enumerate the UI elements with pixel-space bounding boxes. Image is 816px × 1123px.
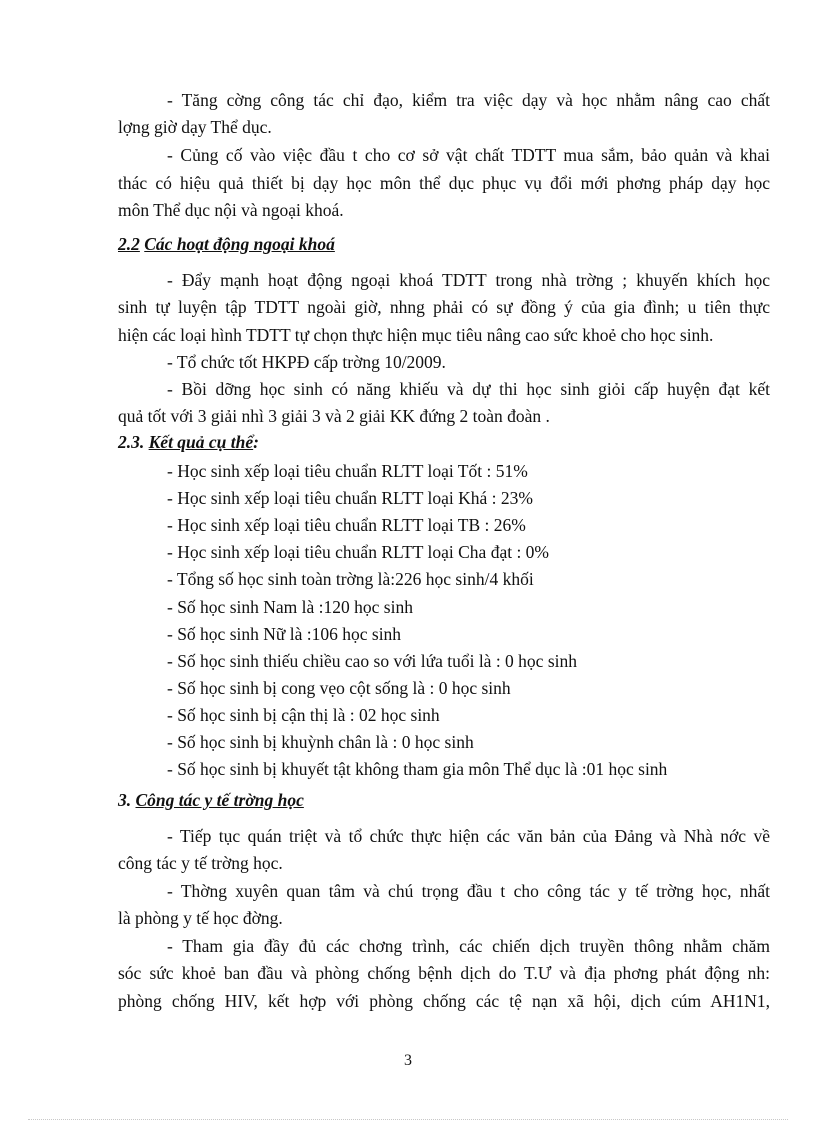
paragraph-line: lợng giờ dạy Thể dục. xyxy=(118,117,272,137)
paragraph-line: - Tham gia đầy đủ các chơng trình, các chiến dịch truyền thông nhằm chăm xyxy=(167,936,770,956)
paragraph-line: - Thờng xuyên quan tâm và chú trọng đầu t cho công tác y tế trờng học, nhất xyxy=(167,881,770,901)
section-heading-2-2 xyxy=(118,234,335,255)
paragraph-line: phòng chống HIV, kết hợp với phòng chống các tệ nạn xã hội, dịch cúm AH1N1, xyxy=(118,991,770,1011)
results-list-item: - Học sinh xếp loại tiêu chuẩn RLTT loại Khá : 23% xyxy=(167,488,533,508)
results-list-item: - Số học sinh bị khuỳnh chân là : 0 học sinh xyxy=(167,732,474,752)
heading-number: 2.2 xyxy=(118,234,140,254)
paragraph-line: - Tăng cờng công tác chỉ đạo, kiểm tra việc dạy và học nhằm nâng cao chất xyxy=(167,90,770,110)
heading-number: 3. xyxy=(118,790,132,810)
paragraph-line: - Tiếp tục quán triệt và tổ chức thực hiện các văn bản của Đảng và Nhà nớc về xyxy=(167,826,770,846)
paragraph-line: môn Thể dục nội và ngoại khoá. xyxy=(118,200,344,220)
paragraph-line: - Tổ chức tốt HKPĐ cấp trờng 10/2009. xyxy=(167,352,446,372)
heading-number: 2.3. xyxy=(118,432,145,452)
page-number: 3 xyxy=(404,1052,412,1069)
heading-colon: : xyxy=(253,432,259,452)
results-list-item: - Tổng số học sinh toàn trờng là:226 học sinh/4 khối xyxy=(167,569,534,589)
results-list-item: - Số học sinh bị cong vẹo cột sống là : 0 học sinh xyxy=(167,678,511,698)
section-heading-3 xyxy=(118,790,304,811)
paragraph-line: - Đẩy mạnh hoạt động ngoại khoá TDTT trong nhà trờng ; khuyến khích học xyxy=(167,270,770,290)
paragraph-line: - Củng cố vào việc đầu t cho cơ sở vật chất TDTT mua sắm, bảo quản và khai xyxy=(167,145,770,165)
paragraph-line: hiện các loại hình TDTT tự chọn thực hiện mục tiêu nâng cao sức khoẻ cho học sinh. xyxy=(118,325,714,345)
results-list-item: - Số học sinh bị khuyết tật không tham gia môn Thể dục là :01 học sinh xyxy=(167,759,668,779)
paragraph-line: quả tốt với 3 giải nhì 3 giải 3 và 2 giải KK đứng 2 toàn đoàn . xyxy=(118,406,550,426)
results-list-item: - Số học sinh bị cận thị là : 02 học sinh xyxy=(167,705,440,725)
heading-title: Kết quả cụ thể xyxy=(148,432,254,452)
paragraph-line: là phòng y tế học đờng. xyxy=(118,908,283,928)
heading-title: Công tác y tế trờng học xyxy=(135,790,304,810)
results-list-item: - Học sinh xếp loại tiêu chuẩn RLTT loại TB : 26% xyxy=(167,515,526,535)
paragraph-line: thác có hiệu quả thiết bị dạy học môn thể dục phục vụ đổi mới phơng pháp dạy học xyxy=(118,173,770,193)
results-list-item: - Học sinh xếp loại tiêu chuẩn RLTT loại Tốt : 51% xyxy=(167,461,528,481)
results-list-item: - Số học sinh Nam là :120 học sinh xyxy=(167,597,413,617)
paragraph-line: sóc sức khoẻ ban đầu và phòng chống bệnh dịch do T.Ư và địa phơng phát động nh: xyxy=(118,963,770,983)
heading-title: Các hoạt động ngoại khoá xyxy=(144,234,335,254)
results-list-item: - Số học sinh Nữ là :106 học sinh xyxy=(167,624,402,644)
results-list-item: - Số học sinh thiếu chiều cao so với lứa tuổi là : 0 học sinh xyxy=(167,651,577,671)
paragraph-line: công tác y tế trờng học. xyxy=(118,853,283,873)
paragraph-line: - Bồi dỡng học sinh có năng khiếu và dự thi học sinh giỏi cấp huyện đạt kết xyxy=(167,379,770,399)
results-list-item: - Học sinh xếp loại tiêu chuẩn RLTT loại Cha đạt : 0% xyxy=(167,542,550,562)
paragraph-line: sinh tự luyện tập TDTT ngoài giờ, nhng phải có sự đồng ý của gia đình; u tiên thực xyxy=(118,297,770,317)
page-bottom-divider xyxy=(28,1119,788,1120)
section-heading-2-3 xyxy=(118,432,259,453)
